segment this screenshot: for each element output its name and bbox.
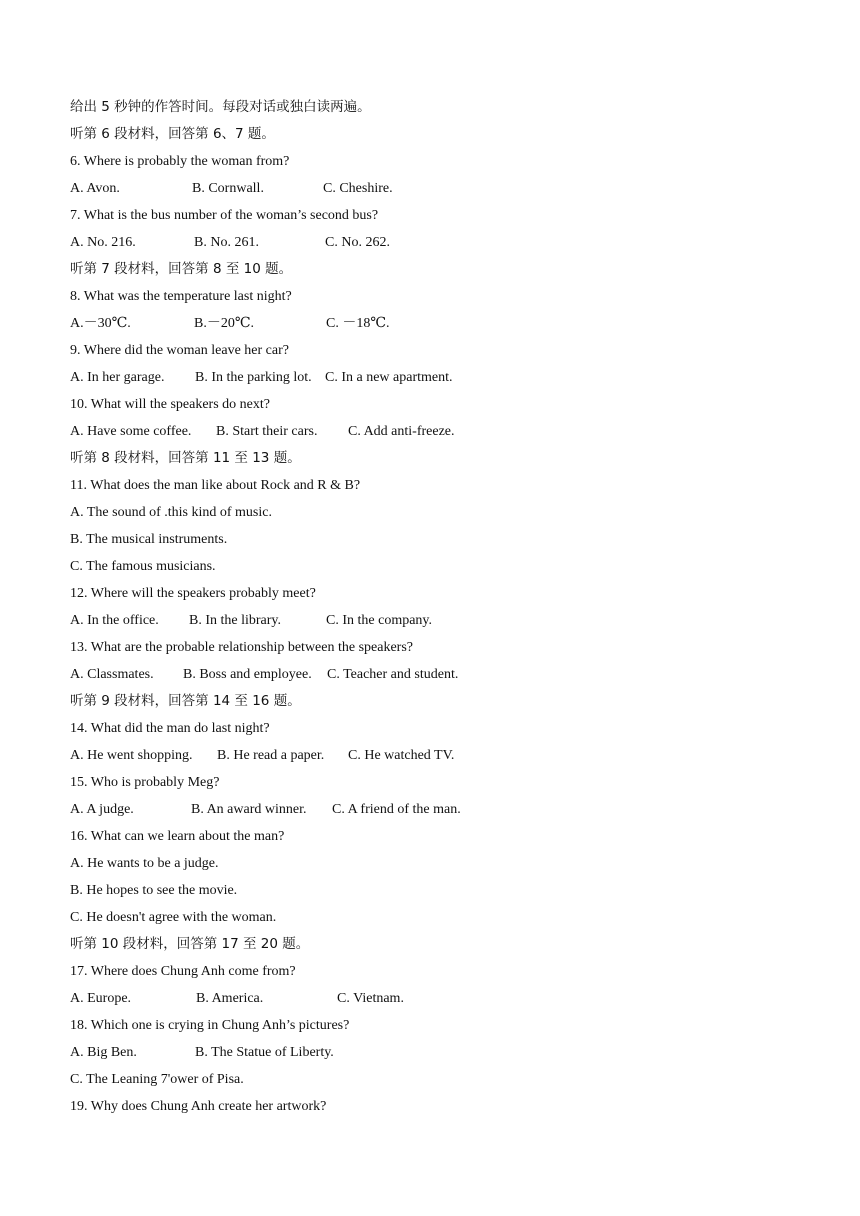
answer-option: C. Cheshire.	[323, 181, 393, 196]
answer-option: C. No. 262.	[325, 235, 390, 250]
answer-options-row	[70, 1039, 830, 1066]
answer-options-row	[70, 364, 830, 391]
answer-option: C. In a new apartment.	[325, 370, 453, 385]
answer-options-row	[70, 310, 830, 337]
answer-option: A. Have some coffee.	[70, 424, 192, 439]
question-line: 15. Who is probably Meg?	[70, 775, 220, 790]
question-line: 17. Where does Chung Anh come from?	[70, 964, 296, 979]
answer-option: C. Vietnam.	[337, 991, 404, 1006]
question-line: A. He wants to be a judge.	[70, 856, 219, 871]
answer-options-row	[70, 418, 830, 445]
answer-option: B. Boss and employee.	[183, 667, 312, 682]
answer-options-row	[70, 175, 830, 202]
answer-option: A. Classmates.	[70, 667, 154, 682]
section-instruction: 听第 7 段材料，回答第 8 至 10 题。	[70, 261, 293, 277]
answer-options-row	[70, 607, 830, 634]
answer-option: B. An award winner.	[191, 802, 307, 817]
answer-option: A. Big Ben.	[70, 1045, 137, 1060]
question-line: 8. What was the temperature last night?	[70, 289, 292, 304]
section-instruction: 听第 8 段材料，回答第 11 至 13 题。	[70, 450, 301, 466]
section-instruction: 听第 6 段材料，回答第 6、7 题。	[70, 126, 275, 142]
answer-option: A. Avon.	[70, 181, 120, 196]
answer-options-row	[70, 661, 830, 688]
answer-options-row	[70, 742, 830, 769]
question-line: 18. Which one is crying in Chung Anh’s pictures?	[70, 1018, 350, 1033]
answer-option: A. Europe.	[70, 991, 132, 1006]
question-line: 14. What did the man do last night?	[70, 721, 270, 736]
question-line: 16. What can we learn about the man?	[70, 829, 285, 844]
answer-options-row	[70, 985, 830, 1012]
answer-option: B. Start their cars.	[216, 424, 318, 439]
question-line: 19. Why does Chung Anh create her artwork?	[70, 1099, 327, 1114]
question-line: 10. What will the speakers do next?	[70, 397, 270, 412]
question-line: 9. Where did the woman leave her car?	[70, 343, 289, 358]
answer-option: C. Add anti-freeze.	[348, 424, 455, 439]
answer-options-row	[70, 796, 830, 823]
answer-option: C. Teacher and student.	[327, 667, 459, 682]
answer-option: A.－30℃.	[70, 316, 131, 331]
question-line: B. The musical instruments.	[70, 532, 228, 547]
answer-option: B.－20℃.	[194, 316, 254, 331]
answer-option: B. America.	[196, 991, 264, 1006]
answer-option: C. He watched TV.	[348, 748, 455, 763]
answer-option: A. In the office.	[70, 613, 159, 628]
question-line: C. The Leaning 7'ower of Pisa.	[70, 1072, 244, 1087]
question-line: 13. What are the probable relationship between the speakers?	[70, 640, 413, 655]
answer-option: A. A judge.	[70, 802, 134, 817]
question-line: C. The famous musicians.	[70, 559, 216, 574]
question-line: 7. What is the bus number of the woman’s second bus?	[70, 208, 379, 223]
answer-option: B. No. 261.	[194, 235, 259, 250]
answer-option: A. No. 216.	[70, 235, 136, 250]
question-line: 12. Where will the speakers probably meet?	[70, 586, 316, 601]
answer-option: A. In her garage.	[70, 370, 165, 385]
answer-option: C. －18℃.	[326, 316, 390, 331]
answer-option: C. In the company.	[326, 613, 433, 628]
answer-option: B. The Statue of Liberty.	[195, 1045, 334, 1060]
answer-option: B. In the library.	[189, 613, 282, 628]
answer-options-row	[70, 229, 830, 256]
question-line: B. He hopes to see the movie.	[70, 883, 238, 898]
question-line: 6. Where is probably the woman from?	[70, 154, 290, 169]
section-instruction: 听第 9 段材料，回答第 14 至 16 题。	[70, 693, 301, 709]
question-line: 11. What does the man like about Rock and R & B?	[70, 478, 361, 493]
answer-option: B. In the parking lot.	[195, 370, 312, 385]
answer-option: B. He read a paper.	[217, 748, 325, 763]
question-line: A. The sound of .this kind of music.	[70, 505, 272, 520]
section-instruction: 给出 5 秒钟的作答时间。每段对话或独白读两遍。	[70, 99, 371, 115]
answer-option: A. He went shopping.	[70, 748, 193, 763]
section-instruction: 听第 10 段材料，回答第 17 至 20 题。	[70, 936, 310, 952]
exam-page	[70, 94, 830, 1120]
answer-option: C. A friend of the man.	[332, 802, 461, 817]
answer-option: B. Cornwall.	[192, 181, 264, 196]
question-line: C. He doesn't agree with the woman.	[70, 910, 277, 925]
